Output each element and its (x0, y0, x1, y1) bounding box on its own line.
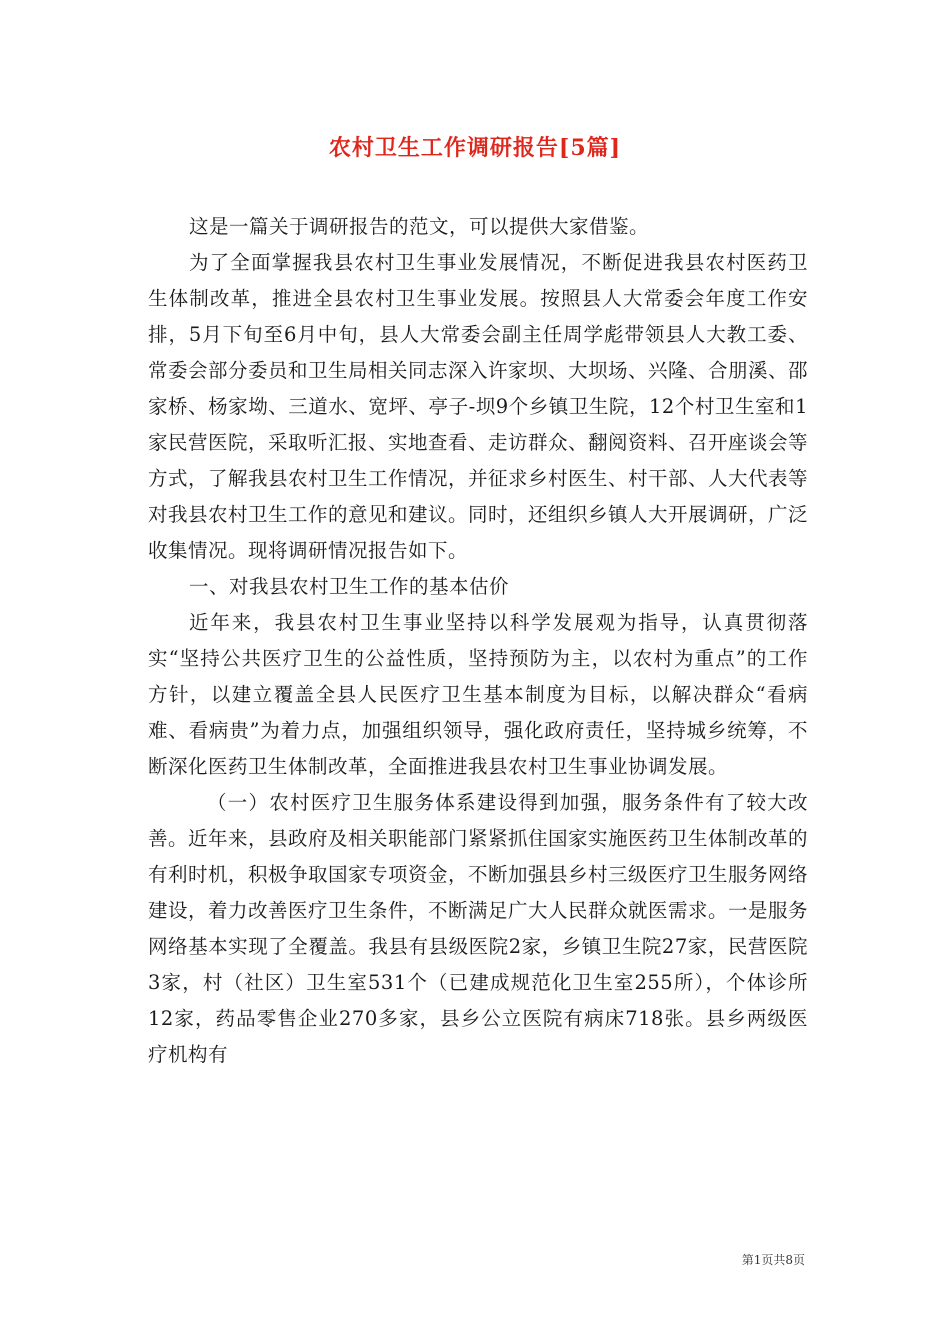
document-title: 农村卫生工作调研报告[5篇] (328, 135, 622, 161)
document-body (148, 209, 808, 1073)
subsection-paragraph: （一）农村医疗卫生服务体系建设得到加强，服务条件有了较大改善。近年来，县政府及相关职能部门紧紧抓住国家实施医药卫生体制改革的有利时机，积极争取国家专项资金，不断加强县乡村三级医疗卫生服务网络建设，着力改善医疗卫生条件，不断满足广大人民群众就医需求。一是服务网络基本实现了全覆盖。我县有县级医院2家，乡镇卫生院27家，民营医院3家，村（社区）卫生室531个（已建成规范化卫生室255所），个体诊所12家，药品零售企业270多家，县乡公立医院有病床718张。县乡两级医疗机构有 (148, 791, 809, 1066)
intro-paragraph: 这是一篇关于调研报告的范文，可以提供大家借鉴。 (189, 215, 650, 238)
overview-paragraph: 近年来，我县农村卫生事业坚持以科学发展观为指导，认真贯彻落实“坚持公共医疗卫生的公益性质，坚持预防为主，以农村为重点”的工作方针，以建立覆盖全县人民医疗卫生基本制度为目标，以解决群众“看病难、看病贵”为着力点，加强组织领导，强化政府责任，坚持城乡统筹，不断深化医药卫生体制改革，全面推进我县农村卫生事业协调发展。 (148, 611, 808, 778)
section-heading: 一、对我县农村卫生工作的基本估价 (189, 575, 510, 598)
background-paragraph: 为了全面掌握我县农村卫生事业发展情况，不断促进我县农村医药卫生体制改革，推进全县农村卫生事业发展。按照县人大常委会年度工作安排，5月下旬至6月中旬，县人大常委会副主任周学彪带领县人大教工委、常委会部分委员和卫生局相关同志深入许家坝、大坝场、兴隆、合朋溪、邵家桥、杨家坳、三道水、宽坪、亭子-坝9个乡镇卫生院，12个村卫生室和1家民营医院，采取听汇报、实地查看、走访群众、翻阅资料、召开座谈会等方式，了解我县农村卫生工作情况，并征求乡村医生、村干部、人大代表等对我县农村卫生工作的意见和建议。同时，还组织乡镇人大开展调研，广泛收集情况。现将调研情况报告如下。 (148, 251, 809, 562)
page-number: 第1页共8页 (741, 1253, 805, 1267)
